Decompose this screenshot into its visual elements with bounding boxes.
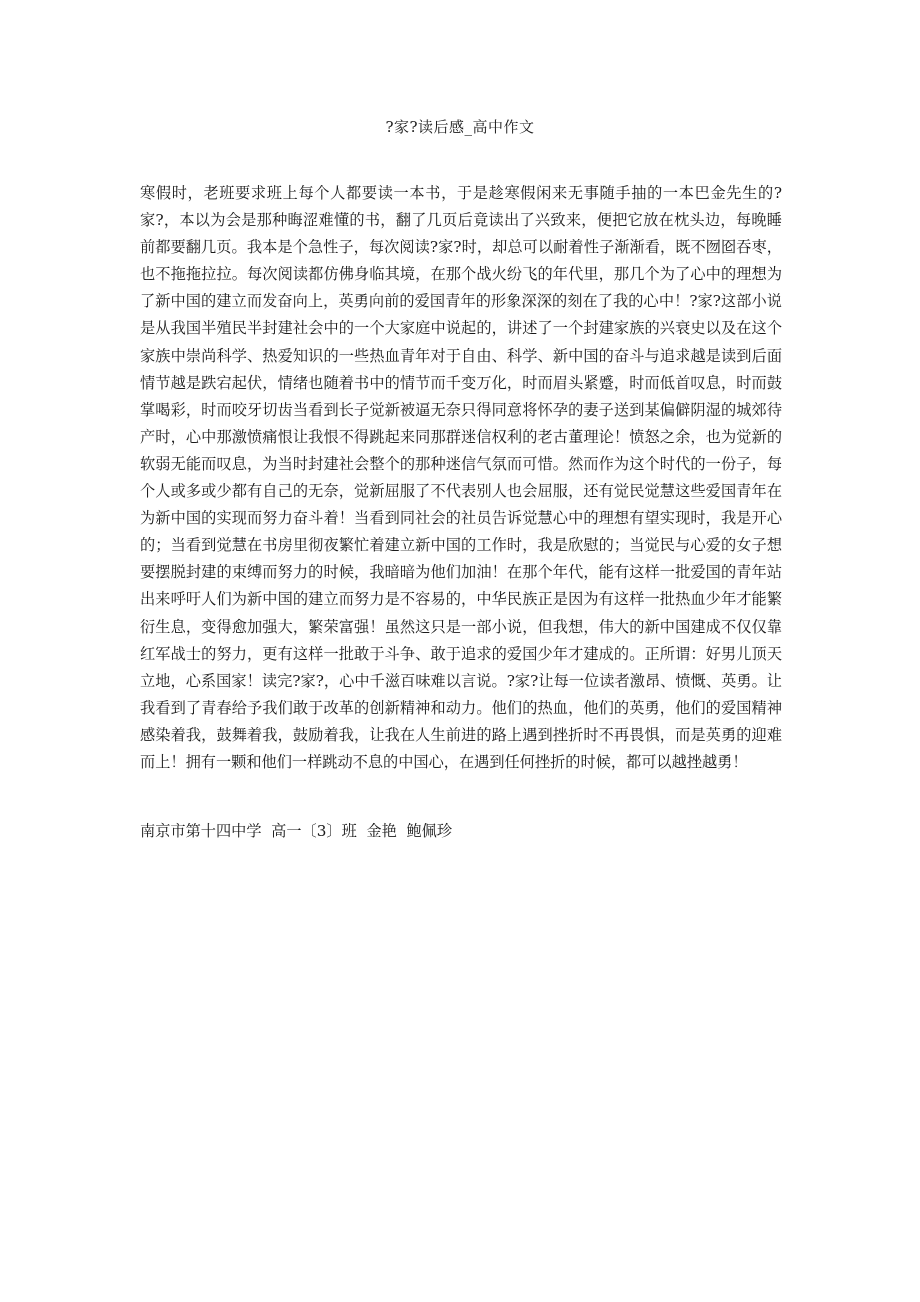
essay-body — [140, 180, 782, 776]
author-signature: 南京市第十四中学 高一〔3〕班 金艳 鲍佩珍 — [140, 822, 453, 840]
document-title: ?家?读后感_高中作文 — [385, 118, 535, 136]
essay-paragraph: 寒假时，老班要求班上每个人都要读一本书，于是趁寒假闲来无事随手抽的一本巴金先生的?家?，本以为会是那种晦涩难懂的书，翻了几页后竟读出了兴致来，便把它放在枕头边，每晚睡前都要翻几页。我本是个急性子，每次阅读?家?时，却总可以耐着性子渐渐看，既不囫囵吞枣，也不拖拖拉拉。每次阅读都仿佛身临其境，在那个战火纷飞的年代里，那几个为了心中的理想为了新中国的建立而发奋向上，英勇向前的爱国青年的形象深深的刻在了我的心中！?家?这部小说是从我国半殖民半封建社会中的一个大家庭中说起的，讲述了一个封建家族的兴衰史以及在这个家族中崇尚科学、热爱知识的一些热血青年对于自由、科学、新中国的奋斗与追求越是读到后面情节越是跌宕起伏，情绪也随着书中的情节而千变万化，时而眉头紧蹙，时而低首叹息，时而鼓掌喝彩，时而咬牙切齿当看到长子觉新被逼无奈只得同意将怀孕的妻子送到某偏僻阴湿的城郊待产时，心中那激愤痛恨让我恨不得跳起来同那群迷信权利的老古董理论！愤怒之余，也为觉新的软弱无能而叹息，为当时封建社会整个的那种迷信气氛而可惜。然而作为这个时代的一份子，每个人或多或少都有自己的无奈，觉新屈服了不代表别人也会屈服，还有觉民觉慧这些爱国青年在为新中国的实现而努力奋斗着！当看到同社会的社员告诉觉慧心中的理想有望实现时，我是开心的；当看到觉慧在书房里彻夜繁忙着建立新中国的工作时，我是欣慰的；当觉民与心爱的女子想要摆脱封建的束缚而努力的时候，我暗暗为他们加油！在那个年代，能有这样一批爱国的青年站出来呼吁人们为新中国的建立而努力是不容易的，中华民族正是因为有这样一批热血少年才能繁衍生息，变得愈加强大，繁荣富强！虽然这只是一部小说，但我想，伟大的新中国建成不仅仅靠红军战士的努力，更有这样一批敢于斗争、敢于追求的爱国少年才建成的。正所谓：好男儿顶天立地，心系国家！读完?家?，心中千滋百味难以言说。?家?让每一位读者激昂、愤慨、英勇。让我看到了青春给予我们敢于改革的创新精神和动力。他们的热血，他们的英勇，他们的爱国精神感染着我，鼓舞着我，鼓励着我，让我在人生前进的路上遇到挫折时不再畏惧，而是英勇的迎难而上！拥有一颗和他们一样跳动不息的中国心，在遇到任何挫折的时候，都可以越挫越勇！ — [140, 184, 782, 771]
